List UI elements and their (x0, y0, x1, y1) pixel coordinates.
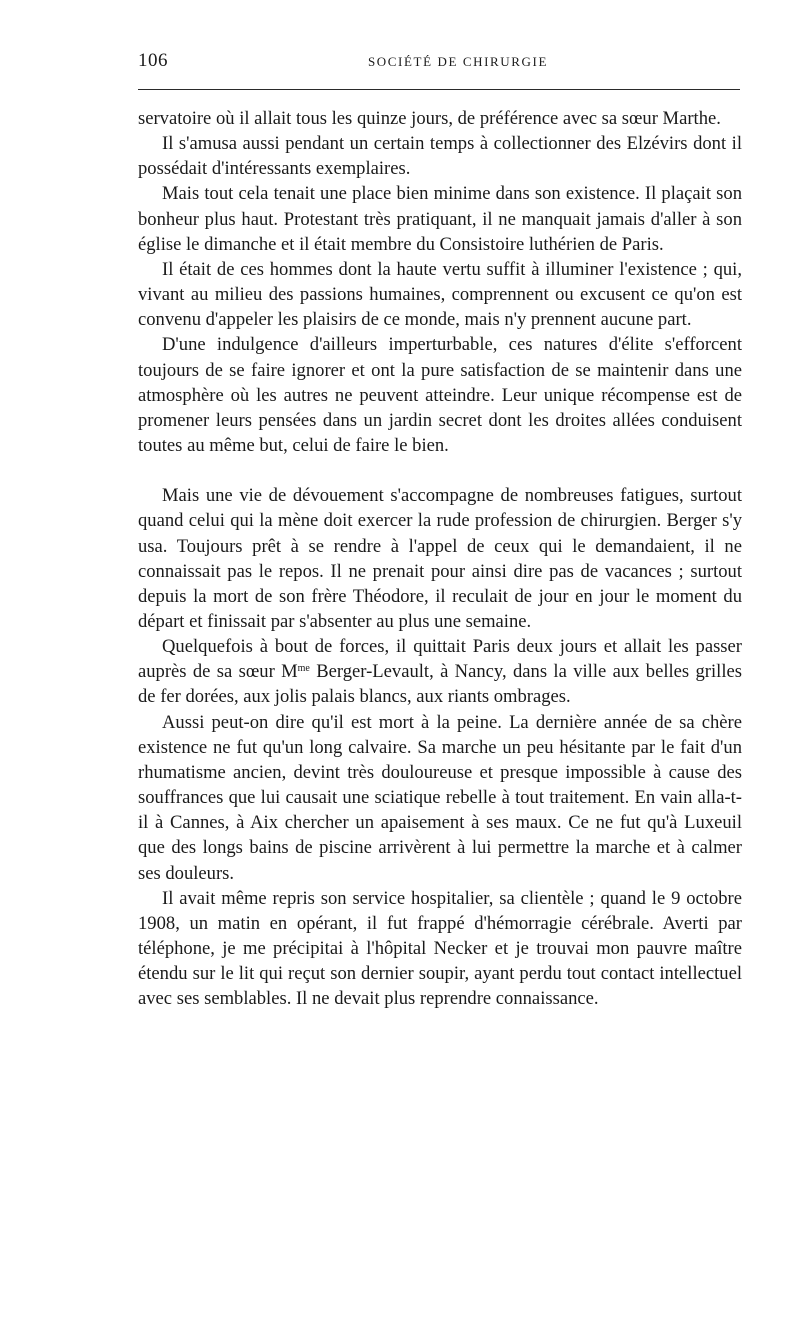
paragraph-7 (138, 634, 742, 709)
paragraph-9: Il avait même repris son service hospitalier, sa clientèle ; quand le 9 octobre 1908, un matin en opérant, il fut frappé d'hémorragie cérébrale. Averti par téléphone, je me précipitai à l'hôpital Necker et je trouvai mon pauvre maître étendu sur le lit qui reçut son dernier soupir, ayant perdu tout contact intellectuel avec ses semblables. Il ne devait plus reprendre connaissance. (138, 887, 742, 1010)
paragraph-2: Il s'amusa aussi pendant un certain temps à collectionner des Elzévirs dont il possédait d'intéressants exemplaires. (138, 133, 742, 180)
paragraph-8: Aussi peut-on dire qu'il est mort à la peine. La dernière année de sa chère existence ne fut qu'un long calvaire. Sa marche un peu hésitante par le fait d'un rhumatisme ancien, devint très douloureuse et presque impossible à cause des souffrances que lui causait une sciatique rebelle à tout traitement. En vain alla-t-il à Cannes, à Aix chercher un apaisement à ses maux. Ce ne fut qu'à Luxeuil que des longs bains de piscine arrivèrent à lui permettre la marche et à calmer ses douleurs. (138, 711, 742, 884)
running-title: SOCIÉTÉ DE CHIRURGIE (367, 54, 549, 69)
page-number: 106 (138, 50, 168, 71)
paragraph-7-start: Quelquefois à bout de forces, il quittait Paris deux jours et allait les passer auprès de sa sœur M (138, 636, 742, 683)
paragraph-6: Mais une vie de dévouement s'accompagne de nombreuses fatigues, surtout quand celui qui la mène doit exercer la rude profession de chirurgien. Berger s'y usa. Toujours prêt à se rendre à l'appel de ceux qui le demandaient, il ne connaissait pas le repos. Il ne prenait pour ainsi dire pas de vacances ; surtout depuis la mort de son frère Théodore, il reculait de jour en jour le moment du départ et finissait par s'absenter au plus une semaine. (138, 485, 742, 632)
header-rule (138, 89, 740, 90)
body-text (138, 106, 742, 1011)
madame-abbreviation: me (297, 663, 310, 675)
paragraph-1: servatoire où il allait tous les quinze jours, de préférence avec sa sœur Marthe. (138, 108, 721, 129)
paragraph-4: Il était de ces hommes dont la haute vertu suffit à illuminer l'existence ; qui, vivant au milieu des passions humaines, comprennent ou excusent ce qu'on est convenu d'appeler les plaisirs de ce monde, mais n'y prennent aucune part. (138, 258, 742, 331)
paragraph-7-end: Berger-Levault, à Nancy, dans la ville aux belles grilles de fer dorées, aux jolis palais blancs, aux riants ombrages. (138, 661, 742, 708)
page-header (138, 50, 742, 76)
paragraph-5: D'une indulgence d'ailleurs imperturbable, ces natures d'élite s'efforcent toujours de se faire ignorer et ont la pure satisfaction de se maintenir dans une atmosphère où les autres ne peuvent atteindre. Leur unique récompense est de promener leurs pensées dans un jardin secret dont les droites allées conduisent toutes au même but, celui de faire le bien. (138, 334, 742, 457)
paragraph-3: Mais tout cela tenait une place bien minime dans son existence. Il plaçait son bonheur plus haut. Protestant très pratiquant, il ne manquait jamais d'aller à son église le dimanche et il était membre du Consistoire luthérien de Paris. (138, 183, 742, 255)
